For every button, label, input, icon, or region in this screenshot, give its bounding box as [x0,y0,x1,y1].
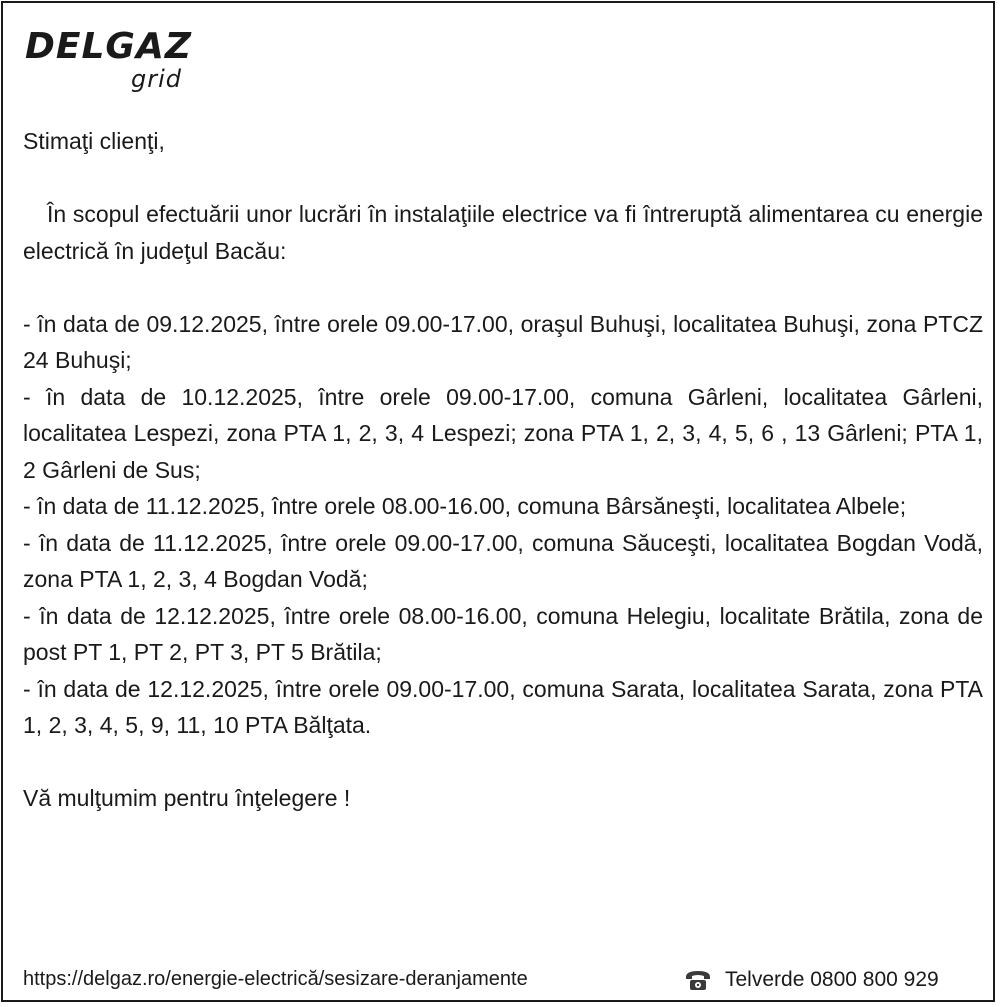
intro-paragraph: În scopul efectuării unor lucrări în instalaţiile electrice va fi întreruptă alimentarea cu energie electrică în judeţul Bacău: [23,201,983,264]
telephone-icon [683,968,713,992]
logo-subtitle: grid [131,65,183,93]
footer-url-link[interactable]: https://delgaz.ro/energie-electrică/sesizare-deranjamente [23,968,528,990]
outage-item: - în data de 09.12.2025, între orele 09.00-17.00, oraşul Buhuşi, localitatea Buhuşi, zona PTCZ 24 Buhuşi; [23,310,983,373]
phone-number: Telverde 0800 800 929 [725,968,939,991]
outage-item: - în data de 12.12.2025, între orele 08.00-16.00, comuna Helegiu, localitate Brătila, zona de post PT 1, PT 2, PT 3, PT 5 Brătila; [23,602,983,665]
logo-wordmark: DELGAZ [25,26,192,67]
outage-item: - în data de 11.12.2025, între orele 08.00-16.00, comuna Bârsăneşti, localitatea Albele; [23,493,907,519]
notice-frame [1,1,995,1002]
outage-item: - în data de 12.12.2025, între orele 09.00-17.00, comuna Sarata, localitatea Sarata, zona PTA 1, 2, 3, 4, 5, 9, 11, 10 PTA Bălţata. [23,675,983,738]
greeting: Stimaţi clienţi, [23,128,165,154]
notice-body [23,123,983,817]
spacer [23,269,983,306]
outage-item: - în data de 10.12.2025, între orele 09.00-17.00, comuna Gârleni, localitatea Gârleni, localitatea Lespezi, zona PTA 1, 2, 3, 4 Lespezi; zona PTA 1, 2, 3, 4, 5, 6 , 13 Gârleni; PTA 1, 2 Gârleni de Sus; [23,383,983,483]
outage-item: - în data de 11.12.2025, între orele 09.00-17.00, comuna Săuceşti, localitatea Bogdan Vodă, zona PTA 1, 2, 3, 4 Bogdan Vodă; [23,529,983,592]
closing-line: Vă mulţumim pentru înţelegere ! [23,785,351,811]
footer-phone [683,965,939,995]
spacer [23,160,983,197]
delgaz-logo [25,25,205,97]
spacer [23,744,983,781]
